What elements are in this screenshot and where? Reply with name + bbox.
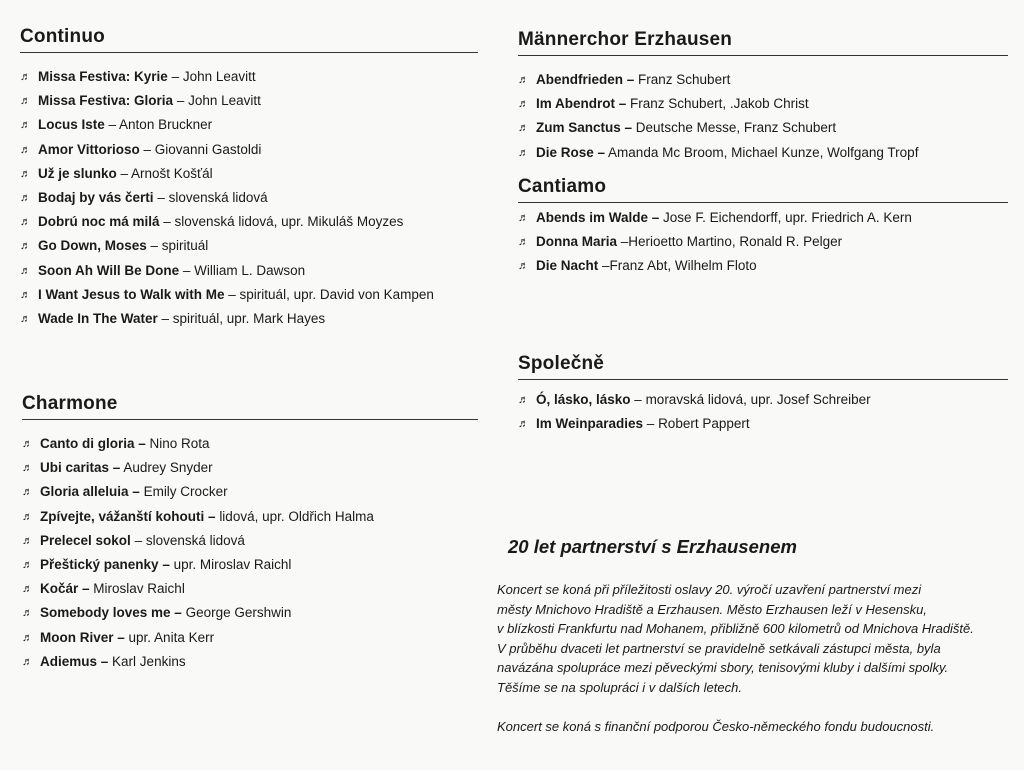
song-list [22, 430, 478, 674]
song-title: I Want Jesus to Walk with Me [38, 286, 225, 302]
separator: – [159, 214, 175, 230]
song-title: Locus Iste [38, 117, 105, 133]
song-author: Nino Rota [149, 436, 210, 451]
music-note-icon: ♬ [20, 143, 31, 156]
music-note-icon: ♬ [518, 260, 529, 273]
music-note-icon: ♬ [22, 607, 33, 620]
song-author: Karl Jenkins [112, 653, 186, 669]
song-author: Anton Bruckner [119, 117, 213, 133]
music-note-icon: ♬ [20, 167, 31, 180]
song-title: Missa Festiva: Gloria [38, 93, 174, 109]
music-note-icon: ♬ [22, 438, 33, 450]
music-note-icon: ♬ [518, 98, 529, 111]
song-item [20, 162, 478, 186]
song-author: spirituál, upr. Mark Hayes [172, 310, 326, 326]
song-author: Audrey Snyder [123, 460, 213, 476]
song-title: Ubi caritas – [40, 460, 121, 476]
music-note-icon: ♬ [20, 95, 31, 108]
song-title: Moon River – [40, 629, 125, 645]
song-author: slovenská lidová [168, 189, 268, 205]
song-title: Bodaj by vás čerti [38, 189, 154, 205]
separator: – [598, 258, 610, 274]
song-item [518, 141, 1008, 165]
section-title: Cantiamo [518, 176, 1008, 203]
song-title: Adiemus – [40, 653, 109, 669]
separator: – [224, 286, 240, 302]
song-author: Jose F. Eichendorff, upr. Friedrich A. Kern [663, 210, 912, 225]
separator: – [167, 69, 183, 84]
separator: – [179, 262, 195, 278]
separator: – [139, 141, 155, 157]
music-note-icon: ♬ [22, 583, 33, 596]
section-title: Männerchor Erzhausen [518, 29, 1008, 56]
song-item [518, 412, 1008, 436]
song-author: John Leavitt [182, 69, 256, 84]
song-item [518, 68, 1008, 92]
music-note-icon: ♬ [20, 216, 31, 229]
separator: – [116, 165, 132, 181]
music-note-icon: ♬ [20, 191, 31, 204]
music-note-icon: ♬ [518, 394, 529, 406]
song-author: spirituál [161, 238, 209, 254]
partnership-article [497, 536, 1017, 736]
song-item [20, 186, 478, 210]
song-title: Donna Maria [536, 234, 618, 250]
song-item [22, 432, 478, 456]
music-note-icon: ♬ [22, 486, 33, 499]
song-item [20, 65, 478, 89]
song-author: Amanda Mc Broom, Michael Kunze, Wolfgang Tropf [608, 144, 919, 160]
music-note-icon: ♬ [20, 288, 31, 301]
music-note-icon: ♬ [20, 119, 31, 132]
song-author: Miroslav Raichl [93, 581, 185, 597]
song-author: Franz Abt, Wilhelm Floto [609, 258, 757, 274]
article-footnote: Koncert se koná s finanční podporou Česko-německého fondu budoucnosti. [497, 718, 935, 734]
song-list [518, 206, 1008, 279]
article-paragraph: Koncert se koná při příležitosti oslavy 20. výročí uzavření partnerství mezi městy Mnichovo Hradiště a Erzhausen. Město Erzhausen leží v Hesensku, v blízkosti Frankfurtu nad Mohanem, přibližně 600 kilometrů od Mnichova Hradiště. V průběhu dvaceti let partnerství se pravidelně setkávali zástupci města, byla navázána spolupráce mezi pěveckými sbory, tenisovými kluby i dalšími spolky. Těšíme se na spolupráci i v dalších letech. [497, 582, 974, 695]
separator: – [643, 416, 659, 432]
separator: – [173, 93, 189, 109]
song-list [518, 388, 1008, 436]
song-item [20, 307, 478, 331]
song-list [518, 66, 1008, 165]
section-charmone [22, 393, 478, 674]
song-title: Už je slunko [38, 165, 117, 181]
song-item [20, 89, 478, 113]
section-continuo [20, 26, 478, 331]
section-cantiamo [518, 176, 1008, 279]
music-note-icon: ♬ [518, 212, 529, 224]
separator: – [130, 532, 146, 548]
music-note-icon: ♬ [20, 312, 31, 325]
song-author: William L. Dawson [194, 262, 306, 278]
music-note-icon: ♬ [518, 122, 529, 135]
song-author: lidová, upr. Oldřich Halma [219, 508, 374, 524]
separator: – [630, 392, 646, 407]
section-mannerchor [518, 29, 1008, 165]
music-note-icon: ♬ [22, 534, 33, 547]
section-title: Charmone [22, 393, 478, 420]
separator: – [157, 310, 173, 326]
music-note-icon: ♬ [20, 240, 31, 253]
music-note-icon: ♬ [518, 236, 529, 249]
song-title: Missa Festiva: Kyrie [38, 69, 168, 84]
song-item [22, 650, 478, 674]
song-item [518, 92, 1008, 116]
section-spolecne [518, 353, 1008, 436]
song-title: Die Rose – [536, 144, 606, 160]
song-item [20, 138, 478, 162]
song-author: Franz Schubert [638, 72, 731, 87]
music-note-icon: ♬ [22, 462, 33, 475]
song-title: Ó, lásko, lásko [536, 392, 631, 407]
song-author: George Gershwin [185, 605, 292, 621]
song-author: spirituál, upr. David von Kampen [239, 286, 434, 302]
music-note-icon: ♬ [20, 71, 31, 83]
song-title: Abends im Walde – [536, 210, 660, 225]
song-item [20, 210, 478, 234]
song-title: Dobrú noc má milá [38, 214, 160, 230]
song-author: Emily Crocker [143, 484, 228, 500]
song-item [22, 505, 478, 529]
song-item [20, 259, 478, 283]
song-title: Zpívejte, vážanští kohouti – [40, 508, 216, 524]
song-title: Amor Vittorioso [38, 141, 140, 157]
song-item [22, 626, 478, 650]
song-author: upr. Miroslav Raichl [173, 556, 292, 572]
song-title: Somebody loves me – [40, 605, 182, 621]
article-title: 20 let partnerství s Erzhausenem [508, 536, 797, 557]
separator: – [104, 117, 120, 133]
song-author: upr. Anita Kerr [128, 629, 215, 645]
song-title: Přeštický panenky – [40, 556, 170, 572]
music-note-icon: ♬ [20, 264, 31, 277]
song-item [22, 601, 478, 625]
separator: – [146, 238, 162, 254]
song-list [20, 63, 478, 331]
section-title: Společně [518, 353, 1008, 380]
song-title: Abendfrieden – [536, 72, 635, 87]
song-author: moravská lidová, upr. Josef Schreiber [645, 392, 871, 407]
song-author: Franz Schubert, .Jakob Christ [630, 96, 809, 112]
song-title: Im Weinparadies [536, 416, 644, 432]
song-author: Arnošt Košťál [131, 165, 213, 181]
song-title: Go Down, Moses [38, 238, 147, 254]
song-title: Im Abendrot – [536, 96, 627, 112]
music-note-icon: ♬ [22, 510, 33, 523]
song-item [518, 206, 1008, 230]
song-item [20, 113, 478, 137]
song-item [20, 283, 478, 307]
music-note-icon: ♬ [22, 655, 33, 668]
separator: – [153, 189, 169, 205]
song-title: Canto di gloria – [40, 436, 146, 451]
song-item [22, 529, 478, 553]
music-note-icon: ♬ [518, 146, 529, 159]
music-note-icon: ♬ [22, 558, 33, 571]
music-note-icon: ♬ [22, 631, 33, 644]
song-item [20, 234, 478, 258]
song-title: Gloria alleluia – [40, 484, 140, 500]
song-item [518, 116, 1008, 140]
section-title: Continuo [20, 26, 478, 53]
music-note-icon: ♬ [518, 418, 529, 431]
song-title: Soon Ah Will Be Done [38, 262, 180, 278]
song-item [518, 230, 1008, 254]
song-item [22, 577, 478, 601]
song-title: Zum Sanctus – [536, 120, 633, 136]
song-item [22, 480, 478, 504]
song-author: Robert Pappert [658, 416, 750, 432]
song-author: slovenská lidová [145, 532, 245, 548]
song-item [22, 456, 478, 480]
music-note-icon: ♬ [518, 74, 529, 86]
song-item [518, 388, 1008, 412]
song-item [518, 254, 1008, 278]
song-author: John Leavitt [188, 93, 261, 109]
song-author: slovenská lidová, upr. Mikuláš Moyzes [174, 214, 404, 230]
song-title: Wade In The Water [38, 310, 158, 326]
song-item [22, 553, 478, 577]
separator: – [617, 234, 629, 250]
song-author: Deutsche Messe, Franz Schubert [635, 120, 837, 136]
song-title: Kočár – [40, 581, 90, 597]
song-author: Giovanni Gastoldi [154, 141, 262, 157]
song-title: Prelecel sokol [40, 532, 131, 548]
song-title: Die Nacht [536, 258, 599, 274]
song-author: Herioetto Martino, Ronald R. Pelger [628, 234, 843, 250]
